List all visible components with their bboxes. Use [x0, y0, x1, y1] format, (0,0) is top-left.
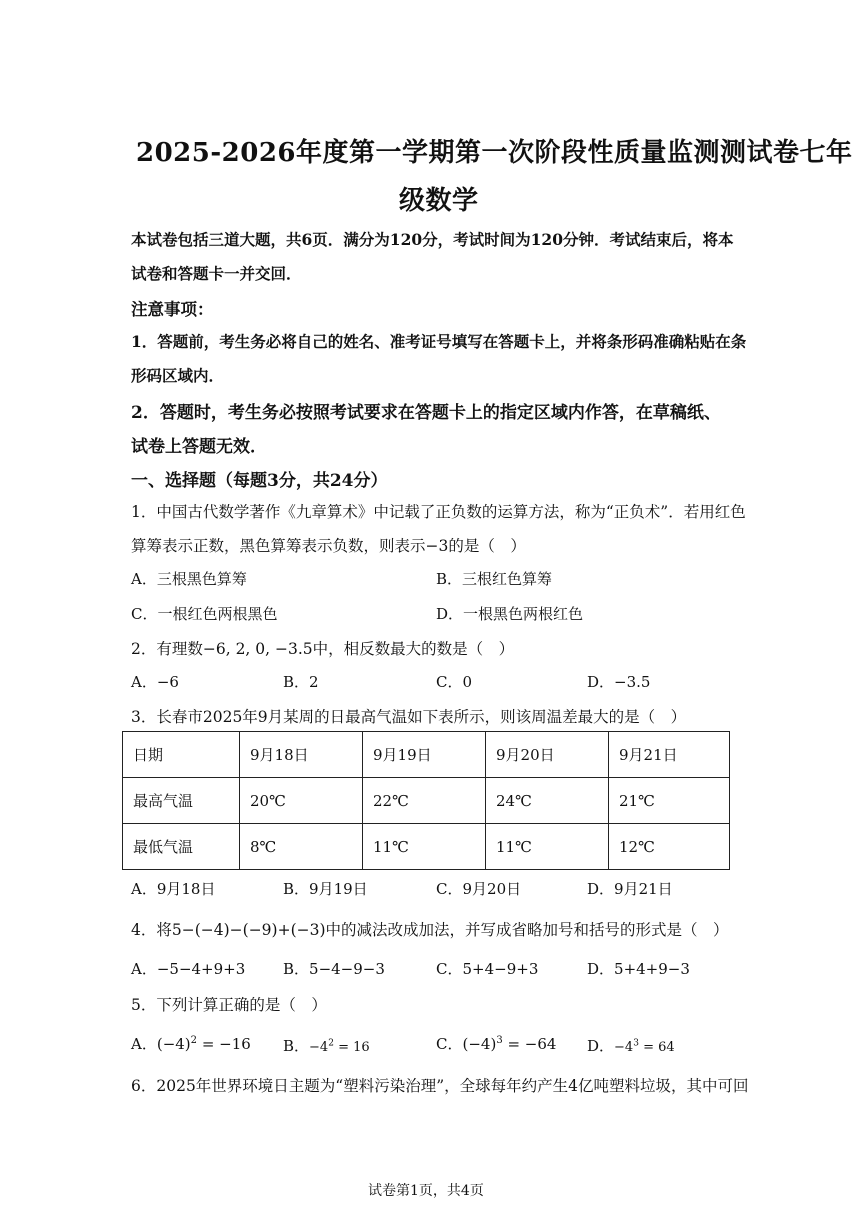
q5-option-c	[436, 1033, 556, 1054]
table-cell: 9月21日	[609, 732, 730, 778]
q1-option-a: A．三根黑色算筹	[131, 570, 247, 588]
q4-option-a: A．−5−4+9+3	[131, 960, 246, 978]
q3-option-c: C．9月20日	[436, 880, 522, 898]
power-exponent: 2	[328, 1038, 334, 1049]
q5-option-a	[131, 1033, 251, 1054]
q3-option-d: D．9月21日	[587, 880, 673, 898]
notice-item2-line1: 2．答题时，考生务必按照考试要求在答题卡上的指定区域内作答，在草稿纸、	[131, 403, 721, 423]
table-cell: 9月18日	[240, 732, 363, 778]
q1-stem-line1: 1．中国古代数学著作《九章算术》中记载了正负数的运算方法，称为“正负术”．若用红色	[131, 503, 746, 521]
notice-item2-line2: 试卷上答题无效．	[131, 437, 267, 457]
q3-option-b: B．9月19日	[283, 880, 368, 898]
page-footer: 试卷第1页，共4页	[368, 1183, 484, 1199]
q5-option-b	[283, 1035, 370, 1056]
table-cell: 12℃	[609, 824, 730, 870]
table-cell: 日期	[123, 732, 240, 778]
notice-item1-line2: 形码区域内．	[131, 366, 225, 385]
power-base: (−4)	[156, 1035, 191, 1053]
table-cell: 9月20日	[486, 732, 609, 778]
power-base: −4	[309, 1040, 329, 1055]
q2-stem: 2．有理数−6, 2, 0, −3.5中，相反数最大的数是（ ）	[131, 640, 515, 658]
power-result: = 64	[638, 1040, 675, 1055]
q1-stem-line2: 算筹表示正数，黑色算筹表示负数，则表示−3的是（ ）	[131, 537, 526, 555]
notice-item1-line1: 1．答题前，考生务必将自己的姓名、准考证号填写在答题卡上，并将条形码准确粘贴在条	[131, 332, 747, 351]
q1-option-d: D．一根黑色两根红色	[436, 605, 584, 623]
power-result: = −64	[502, 1035, 557, 1053]
intro-line2: 试卷和答题卡一并交回．	[131, 264, 302, 283]
power-base: −4	[614, 1040, 634, 1055]
power-exponent: 3	[496, 1035, 503, 1046]
table-cell: 22℃	[363, 778, 486, 824]
power-exponent: 2	[190, 1035, 198, 1046]
q4-option-b: B．5−4−9−3	[283, 960, 385, 978]
option-label: A．	[131, 1035, 157, 1053]
q4-option-d: D．5+4+9−3	[587, 960, 690, 978]
intro-line1: 本试卷包括三道大题，共6页．满分为120分，考试时间为120分钟．考试结束后，将本	[131, 230, 734, 249]
table-cell: 20℃	[240, 778, 363, 824]
q2-option-b: B．2	[283, 673, 319, 691]
table-row	[123, 778, 730, 824]
q5-stem: 5．下列计算正确的是（ ）	[131, 996, 327, 1014]
power-base: (−4)	[462, 1035, 497, 1053]
q6-stem-line1: 6．2025年世界环境日主题为“塑料污染治理”，全球每年约产生4亿吨塑料垃圾，其中可回	[131, 1077, 749, 1095]
q3-option-a: A．9月18日	[131, 880, 216, 898]
q1-option-b: B．三根红色算筹	[436, 570, 553, 588]
option-label: B．	[283, 1037, 310, 1055]
table-cell: 11℃	[363, 824, 486, 870]
q1-option-c: C．一根红色两根黑色	[131, 605, 278, 623]
power-result: = 16	[333, 1040, 370, 1055]
power-result: = −16	[197, 1035, 251, 1053]
temperature-table	[122, 731, 730, 870]
q4-stem: 4．将5−(−4)−(−9)+(−3)中的减法改成加法，并写成省略加号和括号的形式是（ ）	[131, 921, 729, 939]
option-label: C．	[436, 1035, 463, 1053]
q3-stem: 3．长春市2025年9月某周的日最高气温如下表所示，则该周温差最大的是（ ）	[131, 708, 687, 726]
q5-option-d	[587, 1035, 675, 1056]
q2-option-c: C．0	[436, 673, 473, 691]
table-row	[123, 824, 730, 870]
table-cell: 11℃	[486, 824, 609, 870]
table-cell: 最低气温	[123, 824, 240, 870]
table-cell: 最高气温	[123, 778, 240, 824]
q4-option-c: C．5+4−9+3	[436, 960, 539, 978]
table-cell: 24℃	[486, 778, 609, 824]
q2-option-a: A．−6	[131, 673, 179, 691]
q2-option-d: D．−3.5	[587, 673, 651, 691]
table-cell: 21℃	[609, 778, 730, 824]
power-exponent: 3	[633, 1038, 639, 1049]
table-row	[123, 732, 730, 778]
notice-heading: 注意事项：	[131, 300, 214, 319]
table-cell: 9月19日	[363, 732, 486, 778]
page-title: 2025-2026年度第一学期第一次阶段性质量监测测试卷七年	[136, 138, 853, 168]
table-cell: 8℃	[240, 824, 363, 870]
option-label: D．	[587, 1037, 615, 1055]
page-title-line2: 级数学	[399, 186, 479, 216]
section-heading: 一、选择题（每题3分，共24分）	[131, 471, 388, 491]
